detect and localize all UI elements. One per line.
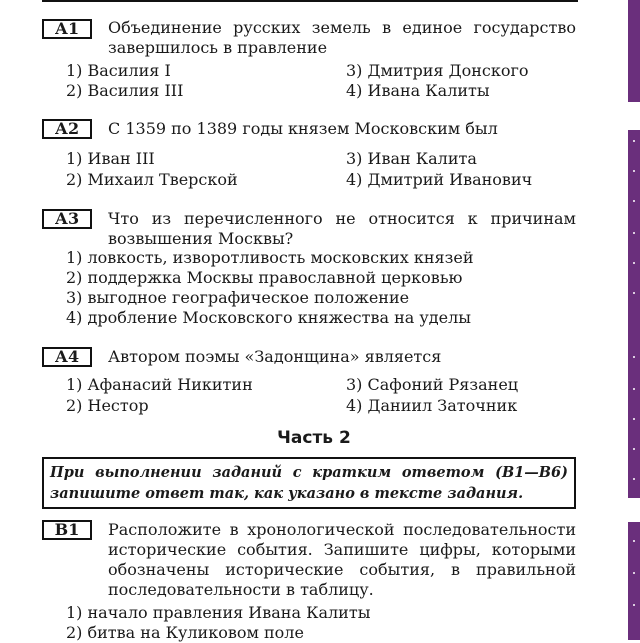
side-dot (633, 478, 635, 480)
option-a1-4: 4) Ивана Калиты (346, 81, 490, 100)
option-a2-4: 4) Дмитрий Иванович (346, 170, 533, 189)
question-text-a4: Автором поэмы «Задонщина» является (108, 347, 442, 366)
side-dot (633, 200, 635, 202)
top-rule (42, 0, 578, 6)
question-text-b1: Расположите в хронологической последовательности исторические события. Запишите цифры, которыми обозначены исторические события, в правильной последовательности в таблицу. (108, 520, 576, 599)
side-dot (633, 292, 635, 294)
question-label-a4: А4 (42, 347, 92, 367)
option-a3-1: 1) ловкость, изворотливость московских князей (66, 248, 474, 267)
side-dot (633, 140, 635, 142)
option-a3-2: 2) поддержка Москвы православной церковью (66, 268, 463, 287)
option-a1-1: 1) Василия I (66, 61, 171, 80)
side-dot (633, 540, 635, 542)
option-a2-1: 1) Иван III (66, 149, 155, 168)
option-a3-4: 4) дробление Московского княжества на уделы (66, 308, 472, 327)
question-label-a3: А3 (42, 209, 92, 229)
side-dot (633, 388, 635, 390)
event-item-2: 2) битва на Куликовом поле (66, 623, 304, 642)
question-text-a3: Что из перечисленного не относится к причинам возвышения Москвы? (108, 209, 576, 248)
side-dot (633, 170, 635, 172)
question-text-a1: Объединение русских земель в единое государство завершилось в правление (108, 18, 576, 57)
side-strip-gap (628, 102, 640, 130)
question-label-a2: А2 (42, 119, 92, 139)
option-a4-2: 2) Нестор (66, 396, 149, 415)
event-item-1: 1) начало правления Ивана Калиты (66, 603, 371, 622)
side-dot (633, 262, 635, 264)
side-dot (633, 356, 635, 358)
option-a4-1: 1) Афанасий Никитин (66, 375, 253, 394)
option-a2-3: 3) Иван Калита (346, 149, 477, 168)
option-a4-4: 4) Даниил Заточник (346, 396, 518, 415)
question-label-a1: А1 (42, 19, 92, 39)
question-text-a2: С 1359 по 1389 годы князем Московским был (108, 119, 498, 138)
option-a1-2: 2) Василия III (66, 81, 184, 100)
side-dot (633, 604, 635, 606)
part-heading: Часть 2 (277, 428, 351, 448)
side-strip (628, 0, 640, 640)
side-dot (633, 448, 635, 450)
option-a3-3: 3) выгодное географическое положение (66, 288, 410, 307)
side-dot (633, 232, 635, 234)
option-a2-2: 2) Михаил Тверской (66, 170, 238, 189)
side-dot (633, 418, 635, 420)
option-a4-3: 3) Сафоний Рязанец (346, 375, 519, 394)
instructions-box: При выполнении заданий с кратким ответом (В1—В6) запишите ответ так, как указано в тексте задания. (42, 457, 576, 509)
option-a1-3: 3) Дмитрия Донского (346, 61, 529, 80)
side-dot (633, 572, 635, 574)
question-label-b1: В1 (42, 520, 92, 540)
side-strip-gap (628, 498, 640, 522)
